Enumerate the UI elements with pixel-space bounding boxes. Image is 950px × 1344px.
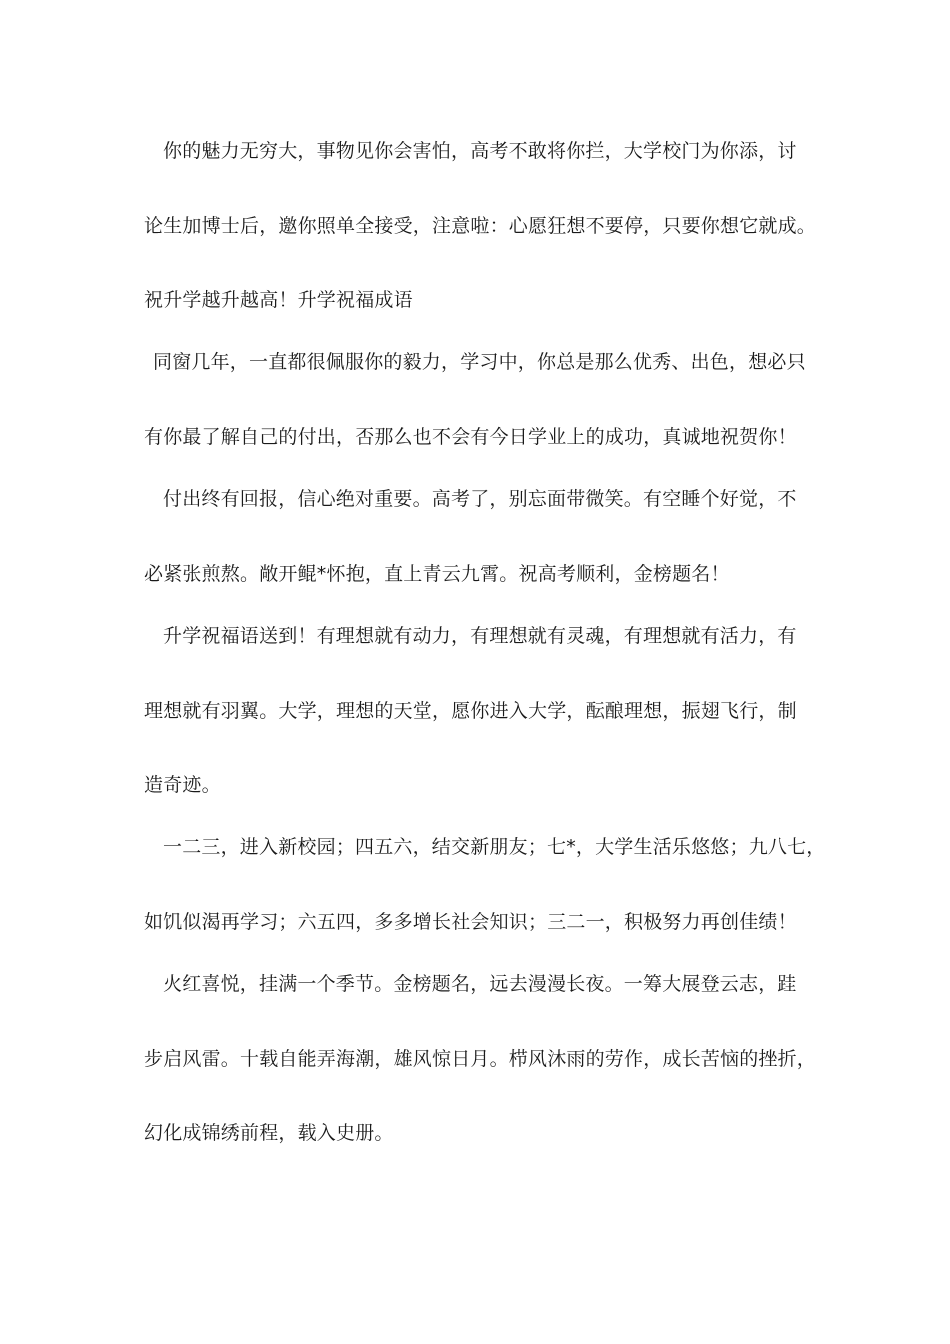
paragraph-line: 升学祝福语送到！有理想就有动力，有理想就有灵魂，有理想就有活力，有 — [163, 625, 797, 647]
paragraph-line: 如饥似渴再学习；六五四，多多增长社会知识；三二一，积极努力再创佳绩！ — [144, 911, 797, 933]
paragraph-line: 有你最了解自己的付出，否那么也不会有今日学业上的成功，真诚地祝贺你！ — [144, 426, 797, 448]
paragraph-line: 论生加博士后，邀你照单全接受，注意啦：心愿狂想不要停，只要你想它就成。 — [144, 215, 817, 237]
section-heading: 祝升学越升越高！升学祝福成语 — [144, 289, 413, 311]
paragraph-line: 必紧张煎熬。敞开鲲*怀抱，直上青云九霄。祝高考顺利，金榜题名！ — [144, 563, 730, 585]
paragraph-line: 你的魅力无穷大，事物见你会害怕，高考不敢将你拦，大学校门为你添，讨 — [163, 140, 797, 162]
paragraph-line: 理想就有羽翼。大学，理想的天堂，愿你进入大学，酝酿理想，振翅飞行，制 — [144, 700, 797, 722]
paragraph-line: 步启风雷。十载自能弄海潮，雄风惊日月。栉风沐雨的劳作，成长苦恼的挫折， — [144, 1048, 817, 1070]
paragraph-line: 付出终有回报，信心绝对重要。高考了，别忘面带微笑。有空睡个好觉，不 — [163, 488, 797, 510]
paragraph-line: 一二三，进入新校园；四五六，结交新朋友；七*，大学生活乐悠悠；九八七， — [163, 836, 826, 858]
paragraph-line: 同窗几年，一直都很佩服你的毅力，学习中，你总是那么优秀、出色，想必只 — [153, 351, 806, 373]
paragraph-line: 幻化成锦绣前程，载入史册。 — [144, 1122, 394, 1144]
paragraph-line: 火红喜悦，挂满一个季节。金榜题名，远去漫漫长夜。一筹大展登云志，跬 — [163, 973, 797, 995]
paragraph-line: 造奇迹。 — [144, 774, 221, 796]
